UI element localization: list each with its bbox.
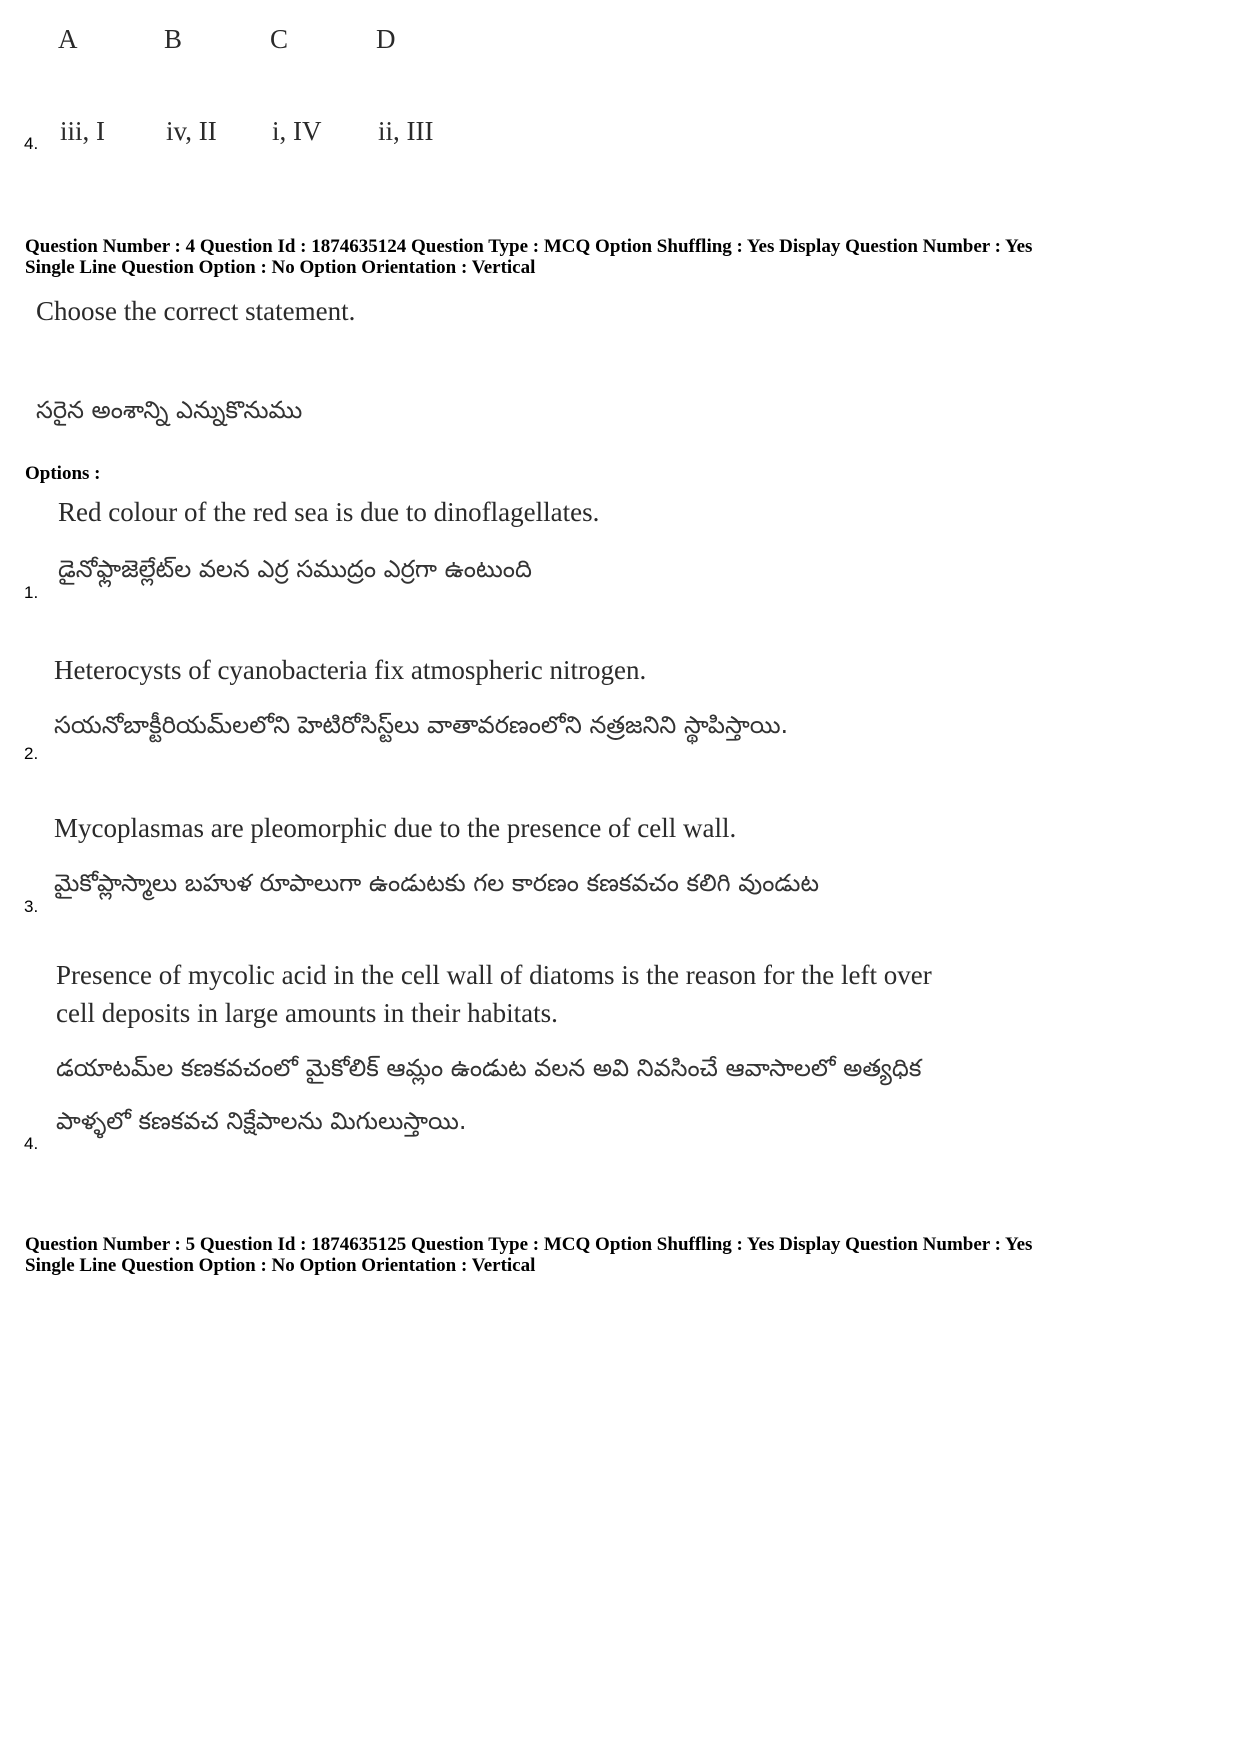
prev-option-4[interactable] [0,116,600,160]
question-meta-line2: Single Line Question Option : No Option Orientation : Vertical [25,1255,536,1276]
option-number: 2. [24,744,39,763]
option-text-english-line1: Presence of mycolic acid in the cell wall of diatoms is the reason for the left over [56,960,932,990]
option-text-english: Mycoplasmas are pleomorphic due to the presence of cell wall. [54,813,737,843]
option-number: 3. [24,897,39,916]
option-text-telugu: మైకోప్లాస్మాలు బహుళ రూపాలుగా ఉండుటకు గల కారణం కణకవచం కలిగి వుండుట [54,869,819,897]
question-5-meta [25,1234,1032,1276]
column-a-label: A [58,24,78,54]
option-1[interactable] [0,497,1200,607]
question-meta-line1: Question Number : 4 Question Id : 1874635124 Question Type : MCQ Option Shuffling : Yes Display Question Number : Yes [25,236,1033,257]
column-d-label: D [376,24,396,54]
option-cell-a: iii, I [60,116,105,146]
question-meta-line1: Question Number : 5 Question Id : 1874635125 Question Type : MCQ Option Shuffling : Yes Display Question Number : Yes [25,1234,1033,1255]
option-number: 4. [24,134,39,153]
question-4-meta [25,236,1032,278]
option-cell-b: iv, II [166,116,217,146]
option-number: 4. [24,1134,39,1153]
column-b-label: B [164,24,183,54]
options-label: Options : [25,463,101,484]
match-columns-header [0,24,600,64]
option-text-telugu: సయనోబాక్టీరియమ్‌లలోని హెటిరోసిస్ట్‌లు వాతావరణంలోని నత్రజనిని స్థాపిస్తాయి. [54,711,789,739]
question-text-telugu: సరైన అంశాన్ని ఎన్నుకొనుము [36,396,303,424]
column-c-label: C [270,24,289,54]
option-text-english: Heterocysts of cyanobacteria fix atmospheric nitrogen. [54,655,647,685]
option-cell-c: i, IV [272,116,322,146]
option-text-english-line2: cell deposits in large amounts in their habitats. [56,998,558,1028]
option-text-telugu-line2: పాళ్ళలో కణకవచ నిక్షేపాలను మిగులుస్తాయి. [56,1107,467,1135]
option-4[interactable] [0,960,1200,1160]
option-number: 1. [24,583,39,602]
option-text-telugu-line1: డయాటమ్‌ల కణకవచంలో మైకోలిక్ ఆమ్లం ఉండుట వలన అవి నివసించే ఆవాసాలలో అత్యధిక [56,1054,922,1082]
question-text-english: Choose the correct statement. [36,296,356,326]
option-text-english: Red colour of the red sea is due to dinoflagellates. [58,497,600,527]
option-2[interactable] [0,655,1200,765]
option-cell-d: ii, III [378,116,434,146]
question-meta-line2: Single Line Question Option : No Option Orientation : Vertical [25,257,536,278]
option-text-telugu: డైనోఫ్లాజెల్లేట్‌ల వలన ఎర్ర సముద్రం ఎర్రగా ఉంటుంది [58,555,532,583]
option-3[interactable] [0,813,1200,923]
